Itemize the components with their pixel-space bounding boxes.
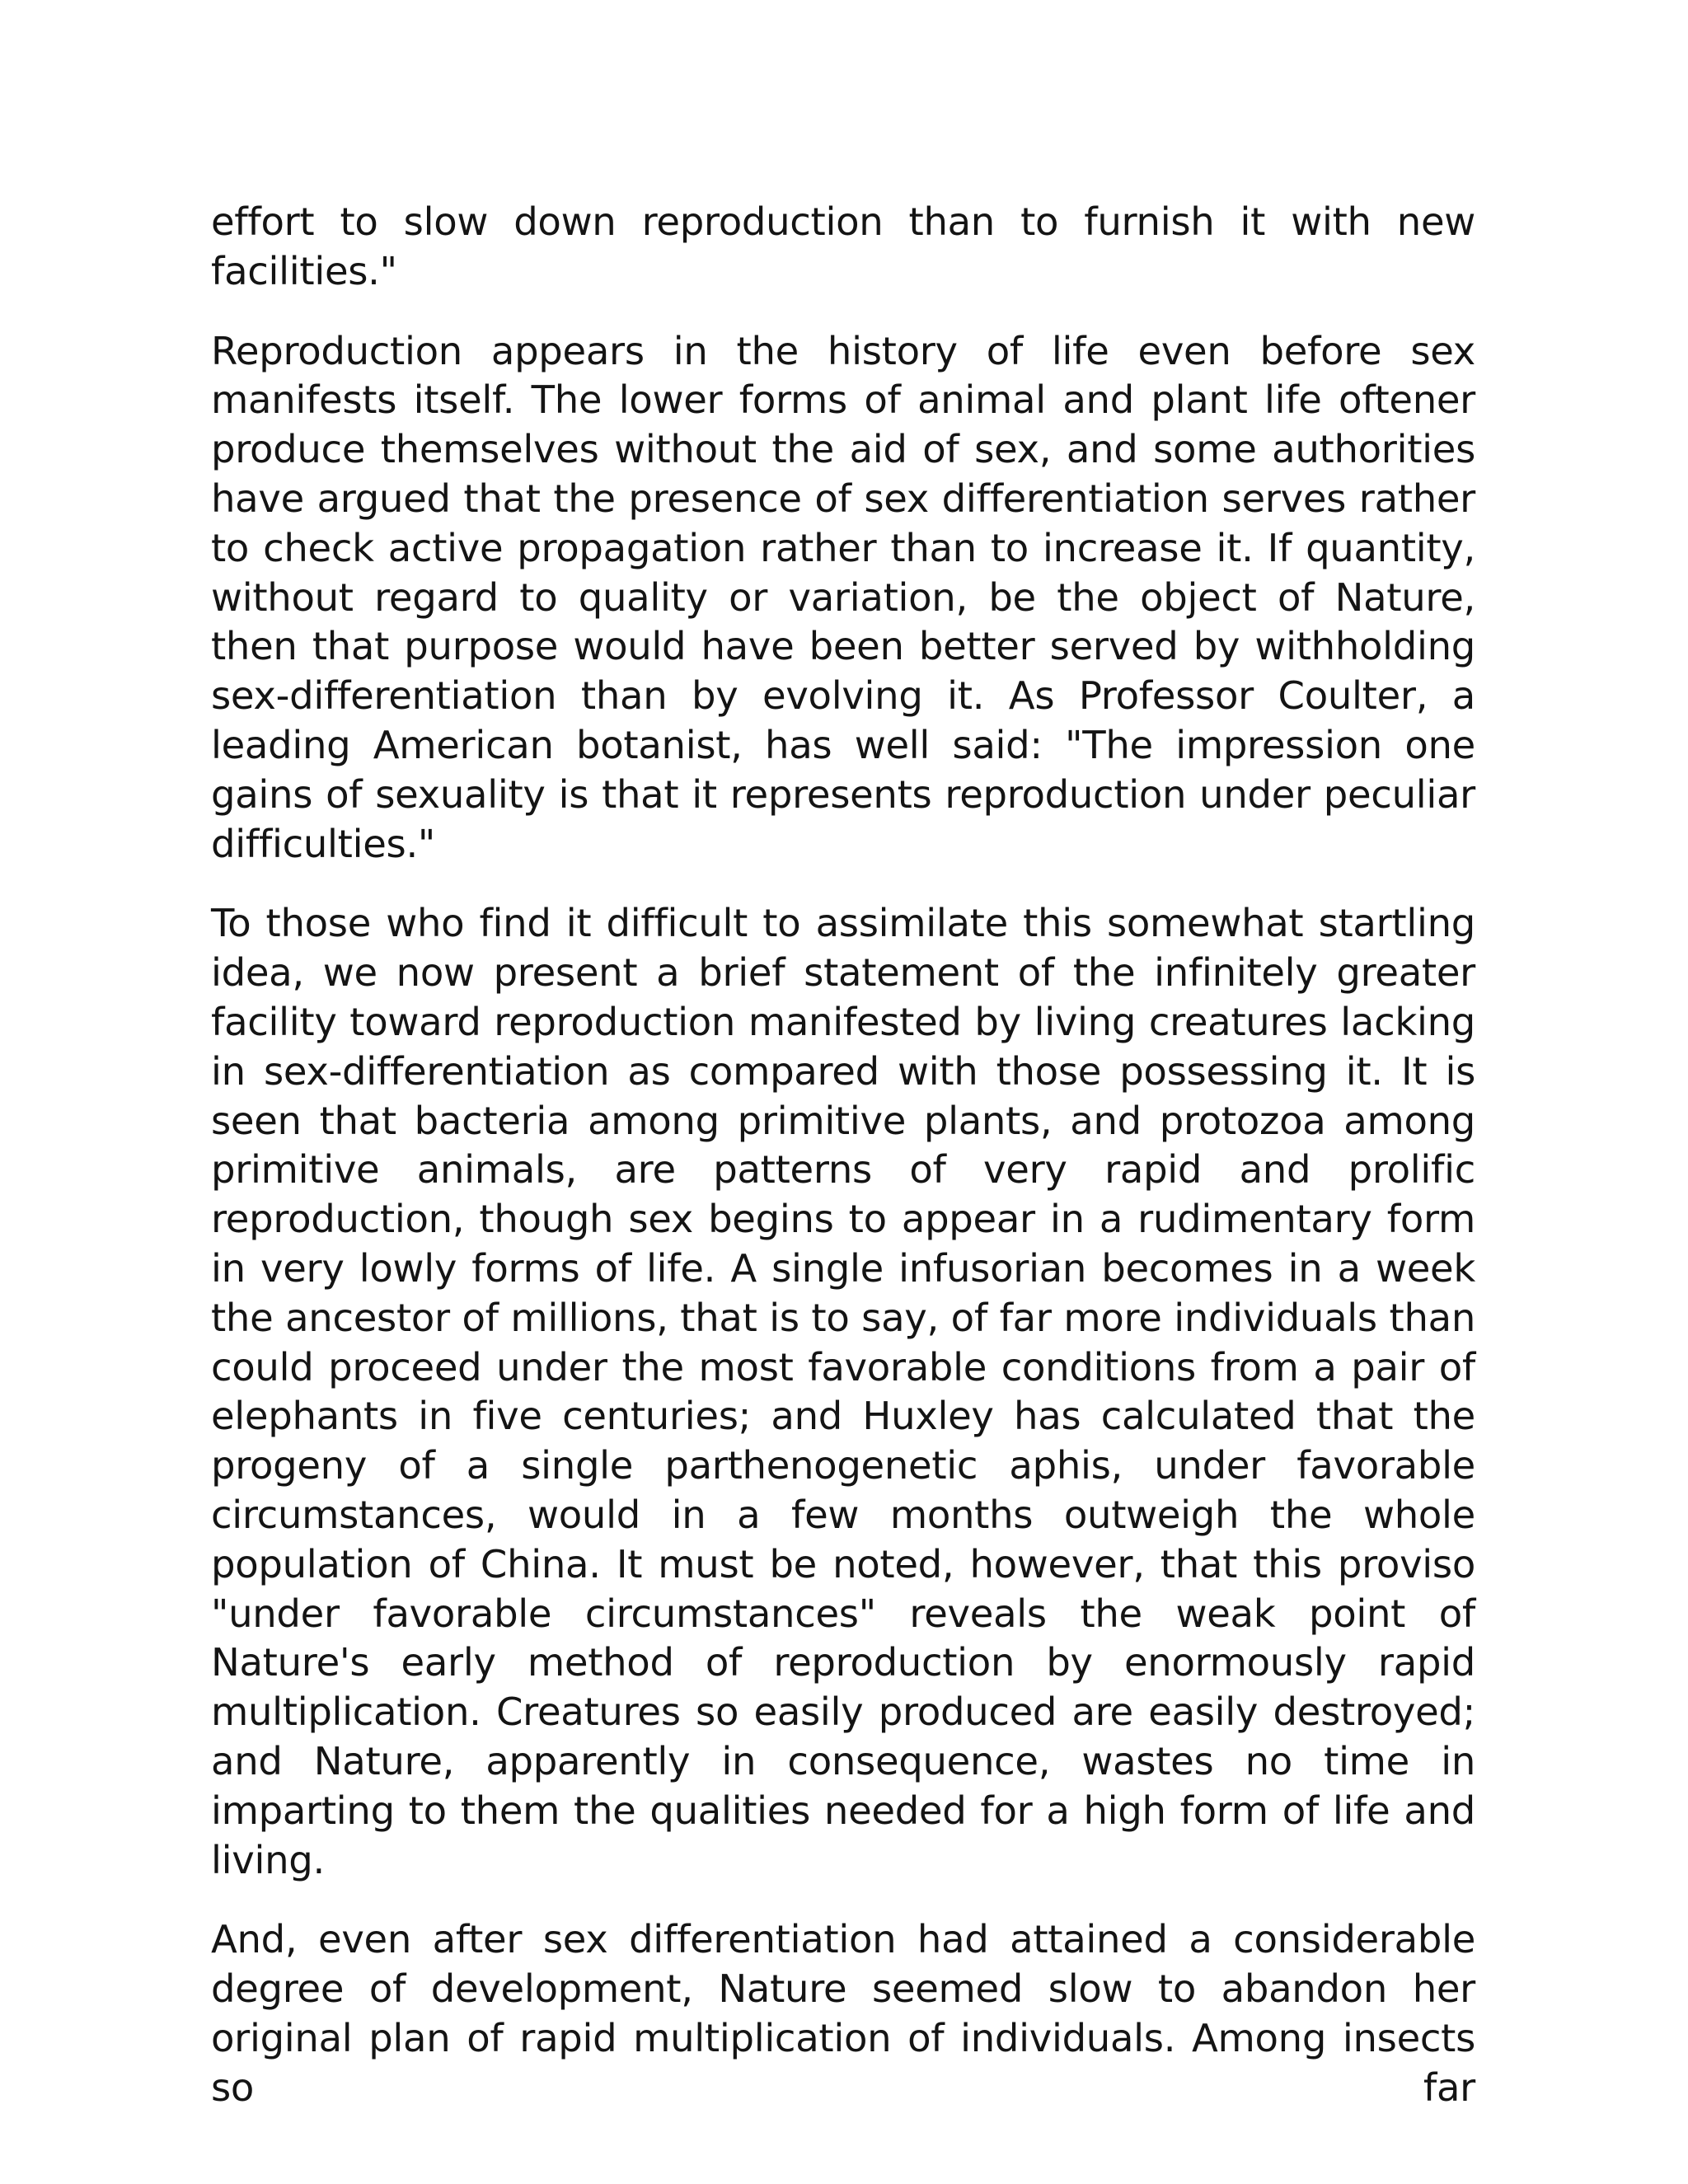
paragraph-2: Reproduction appears in the history of life even before sex manifests itself. The lower forms of animal and plant life oftener produce themselves without the aid of sex, and some authorities have argued that the presence of sex differentiation serves rather to check active propagation rather than to increase it. If quantity, without regard to quality or variation, be the object of Nature, then that purpose would have been better served by withholding sex-differentiation than by evolving it. As Professor Coulter, a leading American botanist, has well said: "The impression one gains of sexuality is that it represents reproduction under peculiar difficulties." <box>211 328 1475 866</box>
paragraph-3: To those who find it difficult to assimilate this somewhat startling idea, we now present a brief statement of the infinitely greater facility toward reproduction manifested by living creatures lacking in sex-differentiation as compared with those possessing it. It is seen that bacteria among primitive plants, and protozoa among primitive animals, are patterns of very rapid and prolific reproduction, though sex begins to appear in a rudimentary form in very lowly forms of life. A single infusorian becomes in a week the ancestor of millions, that is to say, of far more individuals than could proceed under the most favorable conditions from a pair of elephants in five centuries; and Huxley has calculated that the progeny of a single parthenogenetic aphis, under favorable circumstances, would in a few months outweigh the whole population of China. It must be noted, however, that this proviso "under favorable circumstances" reveals the weak point of Nature's early method of reproduction by enormously rapid multiplication. Creatures so easily produced are easily destroyed; and Nature, apparently in consequence, wastes no time in imparting to them the qualities needed for a high form of life and living. <box>211 901 1475 1882</box>
paragraph-1: effort to slow down reproduction than to furnish it with new facilities." <box>211 199 1475 293</box>
paragraph-4: And, even after sex differentiation had attained a considerable degree of development, Nature seemed slow to abandon her original plan of rapid multiplication of individuals. Among insects so far <box>211 1917 1475 2110</box>
body-text <box>211 198 1475 2143</box>
